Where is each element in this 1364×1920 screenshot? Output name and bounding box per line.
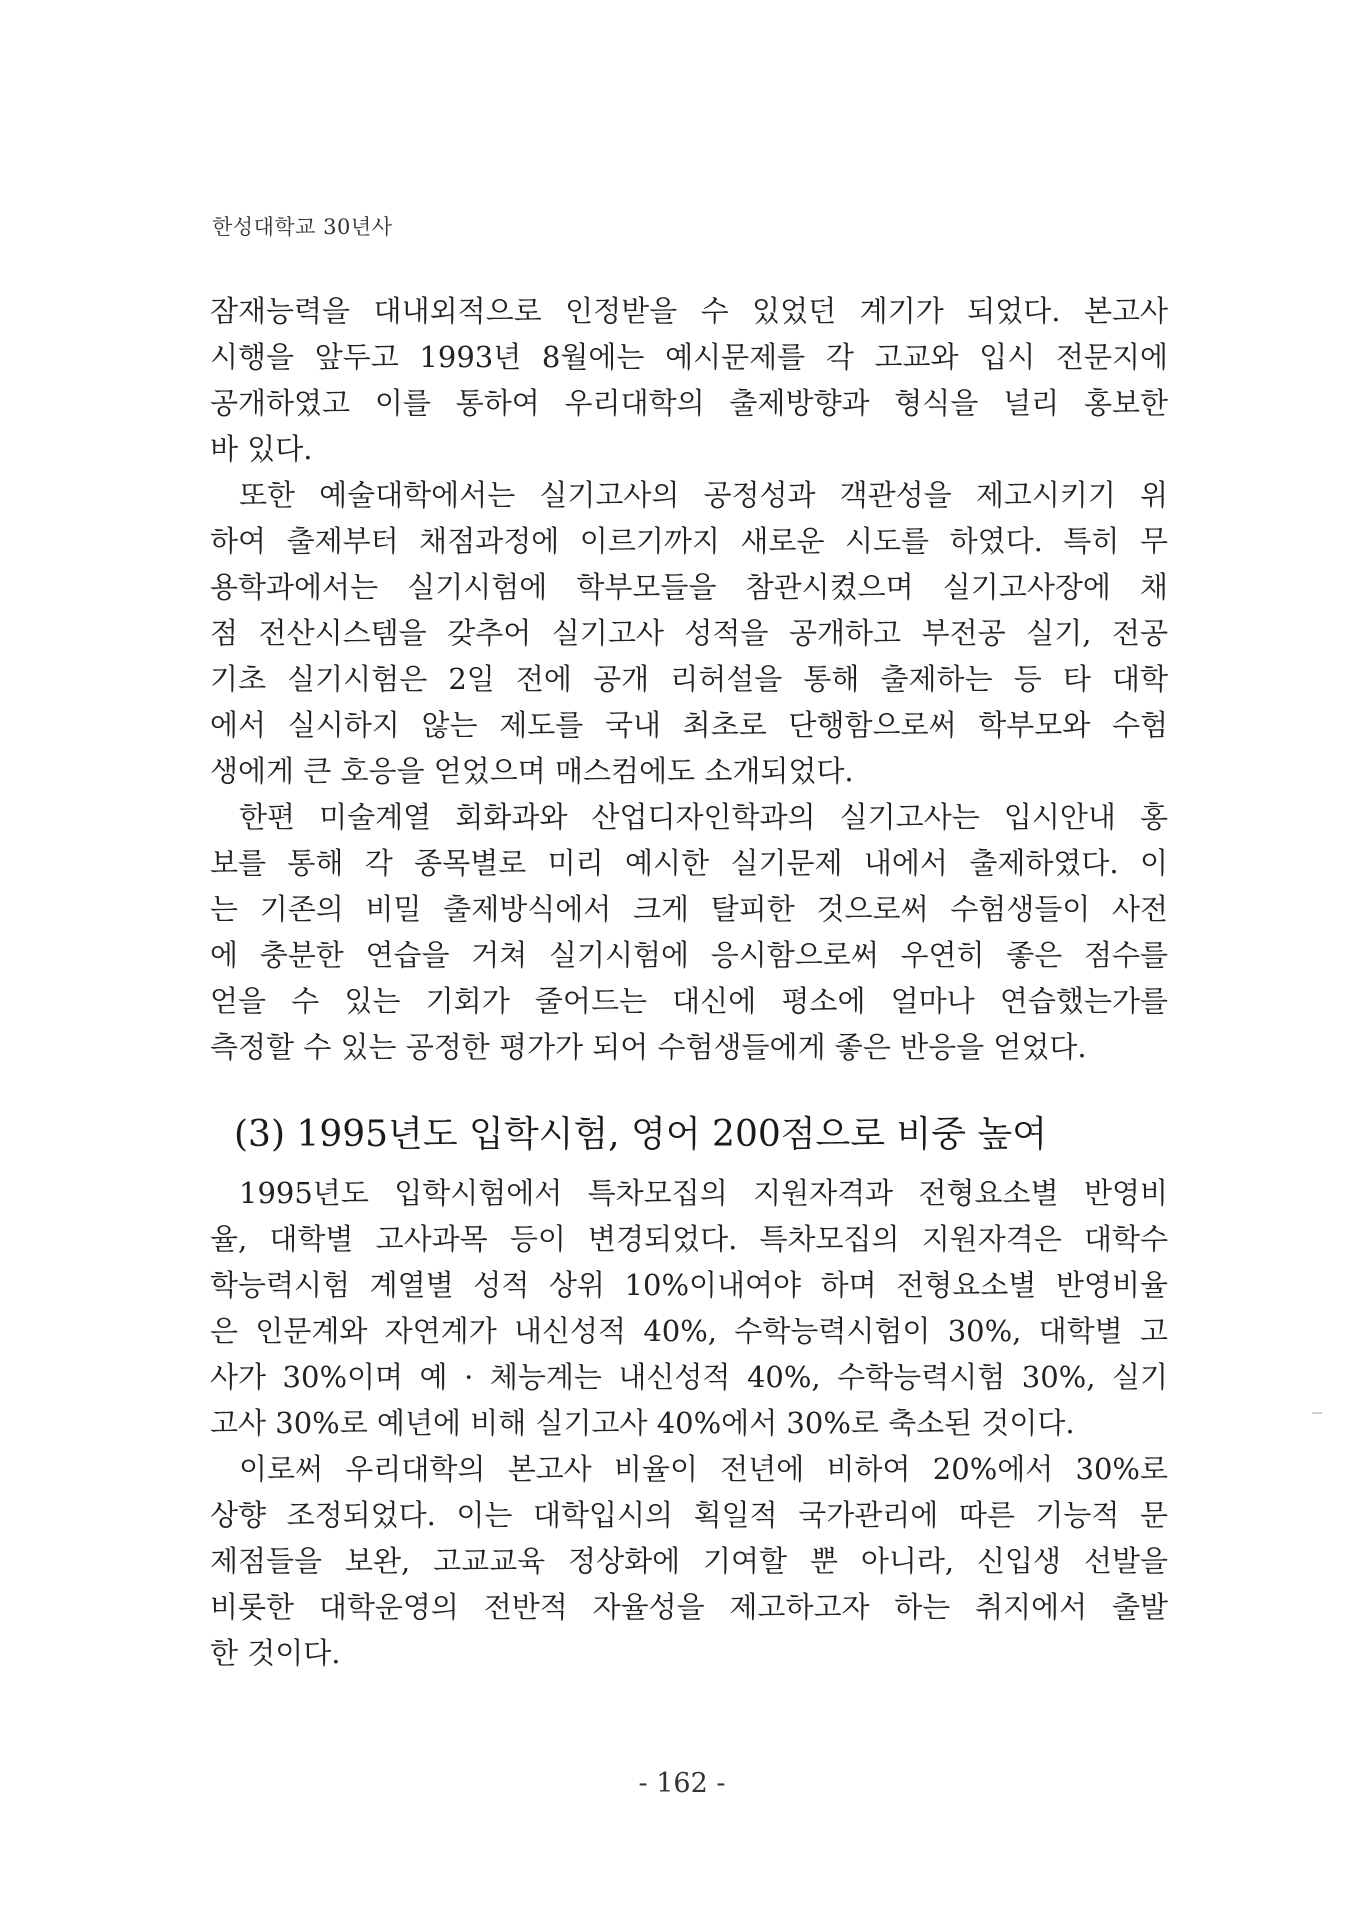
paragraph-line: 하여 출제부터 채점과정에 이르기까지 새로운 시도를 하였다. 특히 무 <box>210 524 1168 558</box>
body-text <box>210 288 1168 1676</box>
paragraph-line: 한 것이다. <box>210 1636 341 1670</box>
scan-artifact <box>1312 1412 1322 1414</box>
paragraph-line: 제점들을 보완, 고교교육 정상화에 기여할 뿐 아니라, 신입생 선발을 <box>210 1544 1168 1578</box>
paragraph-line: 이로써 우리대학의 본고사 비율이 전년에 비하여 20%에서 30%로 <box>239 1452 1168 1486</box>
paragraph-line: 생에게 큰 호응을 얻었으며 매스컴에도 소개되었다. <box>210 754 854 788</box>
paragraph-line: 는 기존의 비밀 출제방식에서 크게 탈피한 것으로써 수험생들이 사전 <box>210 892 1168 926</box>
paragraph-line: 바 있다. <box>210 432 313 466</box>
running-header: 한성대학교 30년사 <box>212 215 393 239</box>
paragraph-line: 기초 실기시험은 2일 전에 공개 리허설을 통해 출제하는 등 타 대학 <box>210 662 1168 696</box>
paragraph-line: 에 충분한 연습을 거쳐 실기시험에 응시함으로써 우연히 좋은 점수를 <box>210 938 1168 972</box>
paragraph-line: 상향 조정되었다. 이는 대학입시의 획일적 국가관리에 따른 기능적 문 <box>210 1498 1168 1532</box>
paragraph-line: 비롯한 대학운영의 전반적 자율성을 제고하고자 하는 취지에서 출발 <box>210 1590 1168 1624</box>
paragraph-line: 학능력시험 계열별 성적 상위 10%이내여야 하며 전형요소별 반영비율 <box>210 1268 1168 1302</box>
paragraph-line: 1995년도 입학시험에서 특차모집의 지원자격과 전형요소별 반영비 <box>239 1176 1168 1210</box>
paragraph-line: 공개하였고 이를 통하여 우리대학의 출제방향과 형식을 널리 홍보한 <box>210 386 1168 420</box>
paragraph-line: 또한 예술대학에서는 실기고사의 공정성과 객관성을 제고시키기 위 <box>239 478 1168 512</box>
paragraph-line: 잠재능력을 대내외적으로 인정받을 수 있었던 계기가 되었다. 본고사 <box>210 294 1168 328</box>
paragraph-line: 측정할 수 있는 공정한 평가가 되어 수험생들에게 좋은 반응을 얻었다. <box>210 1030 1087 1064</box>
paragraph-line: 은 인문계와 자연계가 내신성적 40%, 수학능력시험이 30%, 대학별 고 <box>210 1314 1168 1348</box>
section-heading: (3) 1995년도 입학시험, 영어 200점으로 비중 높여 <box>234 1114 1048 1155</box>
paragraph-line: 한편 미술계열 회화과와 산업디자인학과의 실기고사는 입시안내 홍 <box>239 800 1168 834</box>
paragraph-line: 시행을 앞두고 1993년 8월에는 예시문제를 각 고교와 입시 전문지에 <box>210 340 1168 374</box>
page-number: - 162 - <box>638 1768 726 1799</box>
paragraph-line: 보를 통해 각 종목별로 미리 예시한 실기문제 내에서 출제하였다. 이 <box>210 846 1168 880</box>
paragraph-line: 얻을 수 있는 기회가 줄어드는 대신에 평소에 얼마나 연습했는가를 <box>210 984 1168 1018</box>
paragraph-line: 에서 실시하지 않는 제도를 국내 최초로 단행함으로써 학부모와 수험 <box>210 708 1168 742</box>
paragraph-line: 율, 대학별 고사과목 등이 변경되었다. 특차모집의 지원자격은 대학수 <box>210 1222 1168 1256</box>
paragraph-line: 점 전산시스템을 갖추어 실기고사 성적을 공개하고 부전공 실기, 전공 <box>210 616 1168 650</box>
paragraph-line: 사가 30%이며 예 · 체능계는 내신성적 40%, 수학능력시험 30%, 실기 <box>210 1360 1168 1394</box>
paragraph-line: 용학과에서는 실기시험에 학부모들을 참관시켰으며 실기고사장에 채 <box>210 570 1168 604</box>
paragraph-line: 고사 30%로 예년에 비해 실기고사 40%에서 30%로 축소된 것이다. <box>210 1406 1075 1440</box>
